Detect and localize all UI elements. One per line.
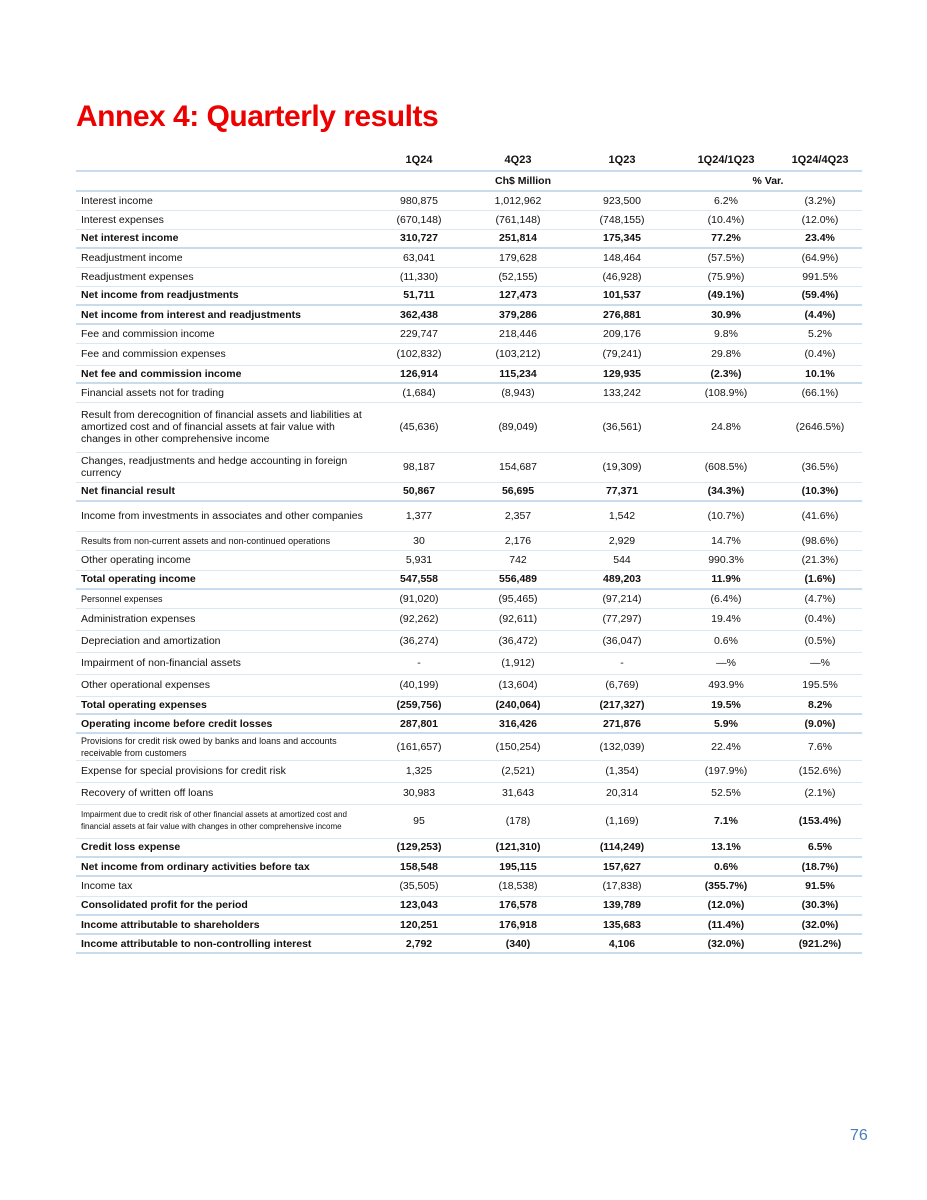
row-value: 123,043 bbox=[372, 896, 466, 915]
row-value: (10.4%) bbox=[674, 210, 778, 229]
table-row bbox=[76, 696, 862, 714]
row-label: Operating income before credit losses bbox=[76, 714, 372, 733]
row-value: (197.9%) bbox=[674, 760, 778, 782]
row-value: (10.7%) bbox=[674, 501, 778, 531]
row-value: 51,711 bbox=[372, 286, 466, 305]
row-value: 6.2% bbox=[674, 191, 778, 210]
row-label: Result from derecognition of financial assets and liabilities at amortized cost and of financial assets at fair value with changes in other comprehensive income bbox=[76, 402, 372, 452]
table-row bbox=[76, 857, 862, 876]
row-value: (217,327) bbox=[570, 696, 674, 714]
row-value: 135,683 bbox=[570, 915, 674, 934]
row-value: (11.4%) bbox=[674, 915, 778, 934]
row-value: (761,148) bbox=[466, 210, 570, 229]
row-value: (240,064) bbox=[466, 696, 570, 714]
row-value: (92,262) bbox=[372, 608, 466, 630]
row-value: 77,371 bbox=[570, 482, 674, 501]
table-row bbox=[76, 229, 862, 248]
row-value: 19.5% bbox=[674, 696, 778, 714]
row-value: 20,314 bbox=[570, 782, 674, 804]
row-value: 127,473 bbox=[466, 286, 570, 305]
row-label: Income from investments in associates and other companies bbox=[76, 501, 372, 531]
row-value: (36,274) bbox=[372, 630, 466, 652]
row-value: (18.7%) bbox=[778, 857, 862, 876]
table-row bbox=[76, 570, 862, 589]
row-value: (91,020) bbox=[372, 589, 466, 608]
row-value: (0.4%) bbox=[778, 343, 862, 365]
row-label: Provisions for credit risk owed by banks and loans and accounts receivable from customers bbox=[76, 733, 372, 760]
row-value: 56,695 bbox=[466, 482, 570, 501]
row-value: 19.4% bbox=[674, 608, 778, 630]
row-label: Net income from ordinary activities before tax bbox=[76, 857, 372, 876]
row-value: (30.3%) bbox=[778, 896, 862, 915]
table-row bbox=[76, 305, 862, 324]
row-value: (670,148) bbox=[372, 210, 466, 229]
row-value: (66.1%) bbox=[778, 383, 862, 402]
row-label: Changes, readjustments and hedge accounting in foreign currency bbox=[76, 452, 372, 482]
row-value: (92,611) bbox=[466, 608, 570, 630]
table-row bbox=[76, 324, 862, 343]
row-value: 95 bbox=[372, 804, 466, 838]
row-value: (3.2%) bbox=[778, 191, 862, 210]
row-label: Readjustment expenses bbox=[76, 267, 372, 286]
row-label: Income tax bbox=[76, 876, 372, 896]
row-value: 544 bbox=[570, 550, 674, 570]
row-label: Total operating income bbox=[76, 570, 372, 589]
row-value: 23.4% bbox=[778, 229, 862, 248]
row-value: (161,657) bbox=[372, 733, 466, 760]
row-value: (2.1%) bbox=[778, 782, 862, 804]
row-value: 316,426 bbox=[466, 714, 570, 733]
row-value: 139,789 bbox=[570, 896, 674, 915]
row-value: (19,309) bbox=[570, 452, 674, 482]
row-value: 276,881 bbox=[570, 305, 674, 324]
row-value: 2,176 bbox=[466, 531, 570, 550]
row-value: 923,500 bbox=[570, 191, 674, 210]
row-value: 990.3% bbox=[674, 550, 778, 570]
row-value: 7.1% bbox=[674, 804, 778, 838]
row-value: (12.0%) bbox=[674, 896, 778, 915]
table-row bbox=[76, 550, 862, 570]
row-value: 9.8% bbox=[674, 324, 778, 343]
row-value: 10.1% bbox=[778, 365, 862, 383]
row-value: 50,867 bbox=[372, 482, 466, 501]
row-value: (4.7%) bbox=[778, 589, 862, 608]
row-value: 31,643 bbox=[466, 782, 570, 804]
row-value: 175,345 bbox=[570, 229, 674, 248]
row-value: (608.5%) bbox=[674, 452, 778, 482]
row-value: (1,684) bbox=[372, 383, 466, 402]
row-value: 362,438 bbox=[372, 305, 466, 324]
row-label: Total operating expenses bbox=[76, 696, 372, 714]
column-header: 1Q23 bbox=[570, 150, 674, 171]
row-value: (178) bbox=[466, 804, 570, 838]
row-value: (46,928) bbox=[570, 267, 674, 286]
row-value: 98,187 bbox=[372, 452, 466, 482]
row-value: (36,472) bbox=[466, 630, 570, 652]
row-label: Interest expenses bbox=[76, 210, 372, 229]
table-row bbox=[76, 365, 862, 383]
row-value: 6.5% bbox=[778, 838, 862, 857]
row-label: Personnel expenses bbox=[76, 589, 372, 608]
row-value: (114,249) bbox=[570, 838, 674, 857]
quarterly-results-table bbox=[76, 150, 862, 954]
row-label: Expense for special provisions for credit risk bbox=[76, 760, 372, 782]
row-value: (1,912) bbox=[466, 652, 570, 674]
row-value: —% bbox=[778, 652, 862, 674]
table-row bbox=[76, 915, 862, 934]
unit-label-variation: % Var. bbox=[674, 171, 862, 191]
row-value: 195.5% bbox=[778, 674, 862, 696]
row-value: (152.6%) bbox=[778, 760, 862, 782]
table-row bbox=[76, 674, 862, 696]
row-value: 0.6% bbox=[674, 630, 778, 652]
row-label: Financial assets not for trading bbox=[76, 383, 372, 402]
row-value: 158,548 bbox=[372, 857, 466, 876]
row-value: (1.6%) bbox=[778, 570, 862, 589]
row-value: 4,106 bbox=[570, 934, 674, 953]
row-value: 1,377 bbox=[372, 501, 466, 531]
table-row bbox=[76, 210, 862, 229]
row-value: 11.9% bbox=[674, 570, 778, 589]
row-value: (36.5%) bbox=[778, 452, 862, 482]
row-value: (748,155) bbox=[570, 210, 674, 229]
row-value: 14.7% bbox=[674, 531, 778, 550]
row-value: (18,538) bbox=[466, 876, 570, 896]
table-row bbox=[76, 760, 862, 782]
page-title: Annex 4: Quarterly results bbox=[76, 100, 439, 133]
row-value: (36,561) bbox=[570, 402, 674, 452]
row-value: (6.4%) bbox=[674, 589, 778, 608]
row-label: Income attributable to shareholders bbox=[76, 915, 372, 934]
row-value: (259,756) bbox=[372, 696, 466, 714]
row-value: (9.0%) bbox=[778, 714, 862, 733]
row-value: (108.9%) bbox=[674, 383, 778, 402]
row-value: (97,214) bbox=[570, 589, 674, 608]
row-value: 271,876 bbox=[570, 714, 674, 733]
row-value: (10.3%) bbox=[778, 482, 862, 501]
row-value: (98.6%) bbox=[778, 531, 862, 550]
row-value: 1,012,962 bbox=[466, 191, 570, 210]
row-value: 120,251 bbox=[372, 915, 466, 934]
row-value: (2.3%) bbox=[674, 365, 778, 383]
column-header-row bbox=[76, 150, 862, 171]
row-value: (921.2%) bbox=[778, 934, 862, 953]
row-value: (150,254) bbox=[466, 733, 570, 760]
table-row bbox=[76, 482, 862, 501]
row-value: 991.5% bbox=[778, 267, 862, 286]
row-label: Administration expenses bbox=[76, 608, 372, 630]
row-value: 179,628 bbox=[466, 248, 570, 267]
row-value: 5.2% bbox=[778, 324, 862, 343]
column-header: 1Q24/4Q23 bbox=[778, 150, 862, 171]
row-value: - bbox=[570, 652, 674, 674]
table-row bbox=[76, 589, 862, 608]
row-value: (1,169) bbox=[570, 804, 674, 838]
row-value: 176,918 bbox=[466, 915, 570, 934]
row-value: 8.2% bbox=[778, 696, 862, 714]
row-label: Net income from interest and readjustments bbox=[76, 305, 372, 324]
unit-header-row bbox=[76, 171, 862, 191]
table-row bbox=[76, 383, 862, 402]
row-value: 52.5% bbox=[674, 782, 778, 804]
row-value: - bbox=[372, 652, 466, 674]
row-value: 157,627 bbox=[570, 857, 674, 876]
row-value: 129,935 bbox=[570, 365, 674, 383]
row-label: Interest income bbox=[76, 191, 372, 210]
row-label: Impairment of non-financial assets bbox=[76, 652, 372, 674]
row-value: 493.9% bbox=[674, 674, 778, 696]
row-value: 2,792 bbox=[372, 934, 466, 953]
row-label: Net income from readjustments bbox=[76, 286, 372, 305]
row-value: (57.5%) bbox=[674, 248, 778, 267]
page-number: 76 bbox=[850, 1127, 868, 1144]
row-value: 148,464 bbox=[570, 248, 674, 267]
row-value: (132,039) bbox=[570, 733, 674, 760]
row-value: (11,330) bbox=[372, 267, 466, 286]
unit-label-amounts: Ch$ Million bbox=[372, 171, 674, 191]
table-row bbox=[76, 876, 862, 896]
row-value: 13.1% bbox=[674, 838, 778, 857]
row-value: 2,929 bbox=[570, 531, 674, 550]
row-label: Net interest income bbox=[76, 229, 372, 248]
row-value: (17,838) bbox=[570, 876, 674, 896]
row-label: Net financial result bbox=[76, 482, 372, 501]
table-row bbox=[76, 191, 862, 210]
table-row bbox=[76, 501, 862, 531]
row-value: (4.4%) bbox=[778, 305, 862, 324]
table-row bbox=[76, 782, 862, 804]
table-row bbox=[76, 733, 862, 760]
row-value: 126,914 bbox=[372, 365, 466, 383]
row-value: 5,931 bbox=[372, 550, 466, 570]
row-value: (89,049) bbox=[466, 402, 570, 452]
row-value: (8,943) bbox=[466, 383, 570, 402]
row-value: (1,354) bbox=[570, 760, 674, 782]
row-value: (340) bbox=[466, 934, 570, 953]
row-value: 547,558 bbox=[372, 570, 466, 589]
row-value: (2646.5%) bbox=[778, 402, 862, 452]
row-value: (41.6%) bbox=[778, 501, 862, 531]
row-value: 24.8% bbox=[674, 402, 778, 452]
row-value: (36,047) bbox=[570, 630, 674, 652]
row-value: (75.9%) bbox=[674, 267, 778, 286]
row-value: 980,875 bbox=[372, 191, 466, 210]
row-value: 310,727 bbox=[372, 229, 466, 248]
table-row bbox=[76, 402, 862, 452]
row-value: 63,041 bbox=[372, 248, 466, 267]
row-label: Other operational expenses bbox=[76, 674, 372, 696]
row-value: 77.2% bbox=[674, 229, 778, 248]
row-value: 91.5% bbox=[778, 876, 862, 896]
row-value: 209,176 bbox=[570, 324, 674, 343]
row-value: (13,604) bbox=[466, 674, 570, 696]
header-label-cell bbox=[76, 150, 372, 171]
row-value: (59.4%) bbox=[778, 286, 862, 305]
row-value: (35,505) bbox=[372, 876, 466, 896]
table-row bbox=[76, 608, 862, 630]
row-value: (102,832) bbox=[372, 343, 466, 365]
row-value: 30,983 bbox=[372, 782, 466, 804]
row-value: (2,521) bbox=[466, 760, 570, 782]
column-header: 1Q24 bbox=[372, 150, 466, 171]
row-value: (34.3%) bbox=[674, 482, 778, 501]
row-label: Results from non-current assets and non-continued operations bbox=[76, 531, 372, 550]
row-value: 251,814 bbox=[466, 229, 570, 248]
column-header: 4Q23 bbox=[466, 150, 570, 171]
row-label: Impairment due to credit risk of other financial assets at amortized cost and financial assets at fair value with changes in other comprehensive income bbox=[76, 804, 372, 838]
table-row bbox=[76, 714, 862, 733]
row-value: (32.0%) bbox=[674, 934, 778, 953]
row-value: (64.9%) bbox=[778, 248, 862, 267]
row-value: 556,489 bbox=[466, 570, 570, 589]
row-label: Depreciation and amortization bbox=[76, 630, 372, 652]
row-value: 218,446 bbox=[466, 324, 570, 343]
row-value: (0.5%) bbox=[778, 630, 862, 652]
table-row bbox=[76, 896, 862, 915]
row-value: (45,636) bbox=[372, 402, 466, 452]
table-row bbox=[76, 630, 862, 652]
row-value: 489,203 bbox=[570, 570, 674, 589]
table-row bbox=[76, 838, 862, 857]
row-value: 5.9% bbox=[674, 714, 778, 733]
row-value: (95,465) bbox=[466, 589, 570, 608]
row-value: (32.0%) bbox=[778, 915, 862, 934]
row-value: (103,212) bbox=[466, 343, 570, 365]
table-row bbox=[76, 267, 862, 286]
row-value: (49.1%) bbox=[674, 286, 778, 305]
row-label: Consolidated profit for the period bbox=[76, 896, 372, 915]
row-value: 22.4% bbox=[674, 733, 778, 760]
row-value: (40,199) bbox=[372, 674, 466, 696]
table-row bbox=[76, 934, 862, 953]
row-value: 7.6% bbox=[778, 733, 862, 760]
row-value: 29.8% bbox=[674, 343, 778, 365]
row-value: 229,747 bbox=[372, 324, 466, 343]
table-row bbox=[76, 286, 862, 305]
row-value: (79,241) bbox=[570, 343, 674, 365]
row-value: (129,253) bbox=[372, 838, 466, 857]
table-row bbox=[76, 804, 862, 838]
row-value: 30 bbox=[372, 531, 466, 550]
row-value: (121,310) bbox=[466, 838, 570, 857]
row-value: 0.6% bbox=[674, 857, 778, 876]
row-value: (0.4%) bbox=[778, 608, 862, 630]
row-value: 742 bbox=[466, 550, 570, 570]
row-label: Readjustment income bbox=[76, 248, 372, 267]
table-body bbox=[76, 191, 862, 953]
row-label: Recovery of written off loans bbox=[76, 782, 372, 804]
row-value: 287,801 bbox=[372, 714, 466, 733]
row-value: (153.4%) bbox=[778, 804, 862, 838]
column-header: 1Q24/1Q23 bbox=[674, 150, 778, 171]
row-label: Credit loss expense bbox=[76, 838, 372, 857]
row-value: 1,325 bbox=[372, 760, 466, 782]
row-value: (355.7%) bbox=[674, 876, 778, 896]
row-value: (6,769) bbox=[570, 674, 674, 696]
row-value: 30.9% bbox=[674, 305, 778, 324]
row-label: Fee and commission expenses bbox=[76, 343, 372, 365]
table-row bbox=[76, 452, 862, 482]
row-value: (77,297) bbox=[570, 608, 674, 630]
row-label: Other operating income bbox=[76, 550, 372, 570]
row-value: 101,537 bbox=[570, 286, 674, 305]
row-value: (12.0%) bbox=[778, 210, 862, 229]
row-value: 154,687 bbox=[466, 452, 570, 482]
row-label: Fee and commission income bbox=[76, 324, 372, 343]
header-label-cell bbox=[76, 171, 372, 191]
row-value: 379,286 bbox=[466, 305, 570, 324]
table-row bbox=[76, 652, 862, 674]
row-value: (21.3%) bbox=[778, 550, 862, 570]
row-value: 133,242 bbox=[570, 383, 674, 402]
table-row bbox=[76, 343, 862, 365]
row-value: (52,155) bbox=[466, 267, 570, 286]
row-label: Net fee and commission income bbox=[76, 365, 372, 383]
row-value: 176,578 bbox=[466, 896, 570, 915]
row-label: Income attributable to non-controlling interest bbox=[76, 934, 372, 953]
row-value: 195,115 bbox=[466, 857, 570, 876]
table-row bbox=[76, 531, 862, 550]
table-row bbox=[76, 248, 862, 267]
row-value: 2,357 bbox=[466, 501, 570, 531]
row-value: 115,234 bbox=[466, 365, 570, 383]
row-value: 1,542 bbox=[570, 501, 674, 531]
row-value: —% bbox=[674, 652, 778, 674]
